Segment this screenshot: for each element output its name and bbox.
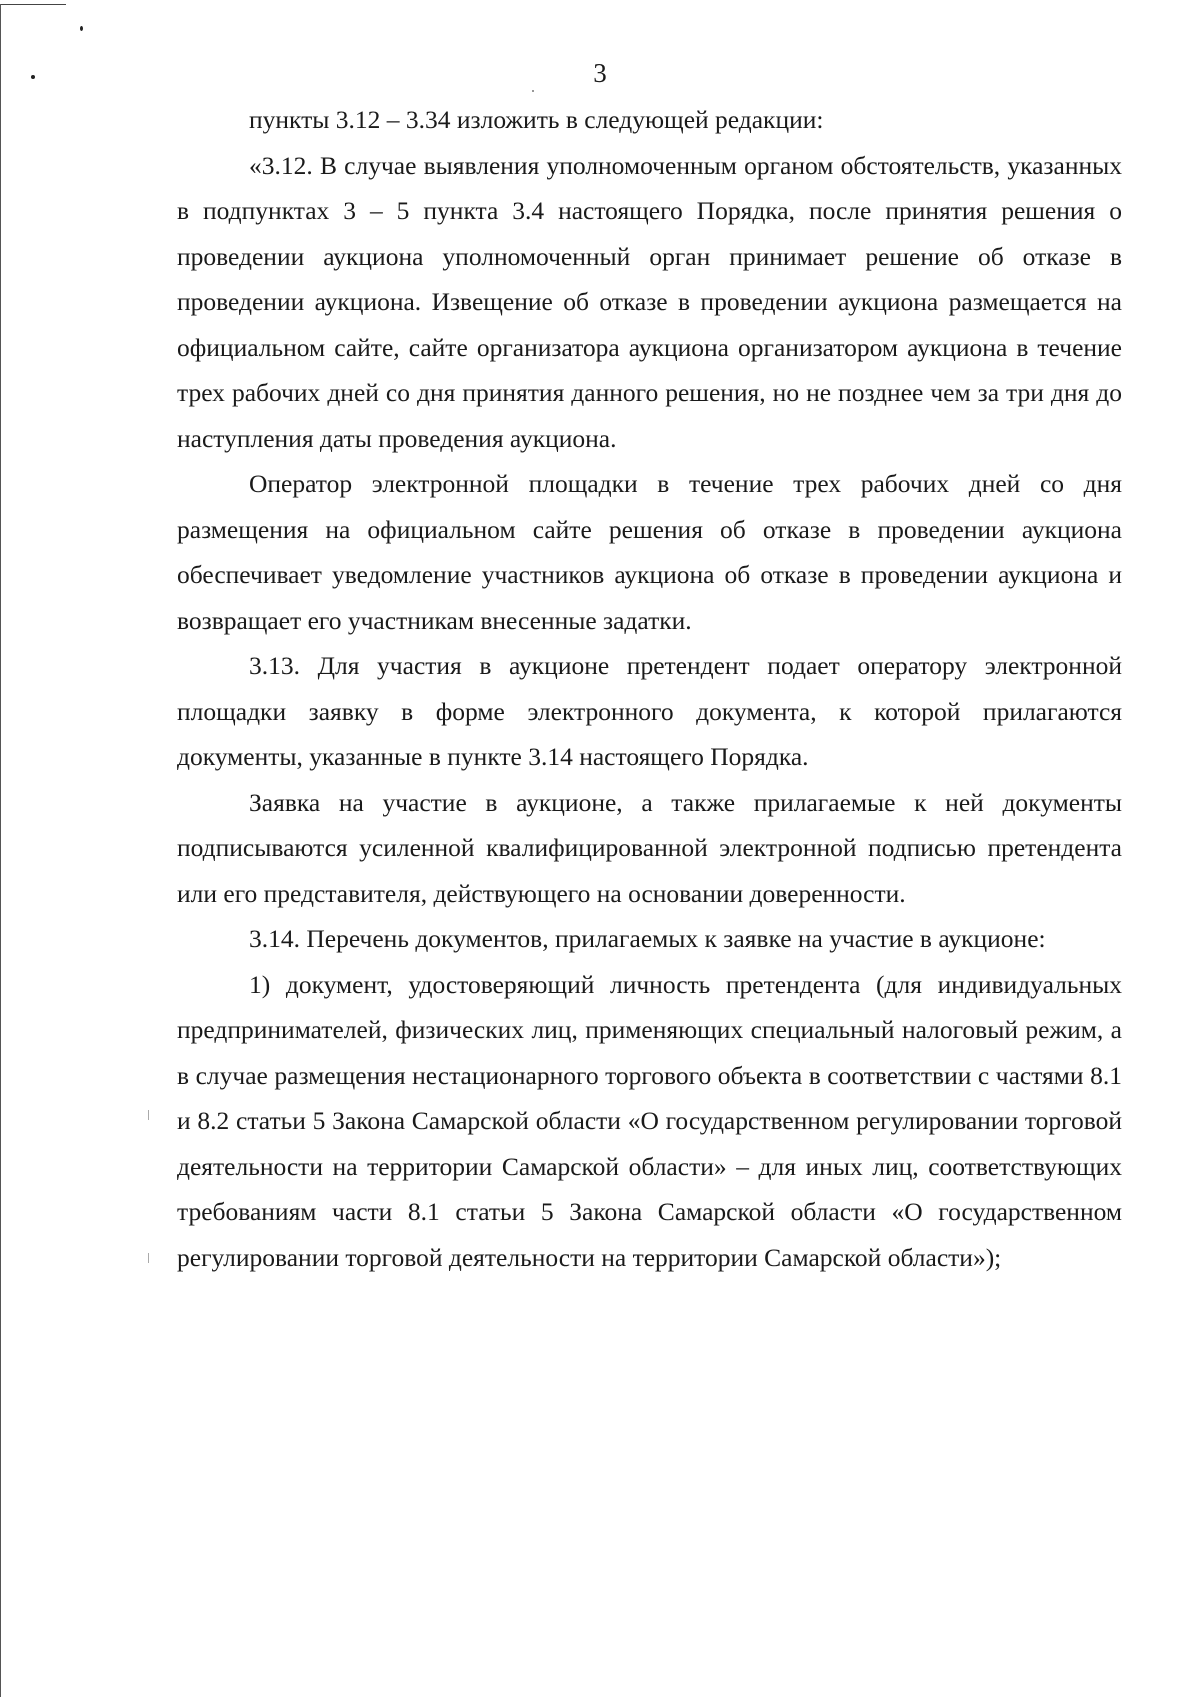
page-number: 3 <box>593 58 607 88</box>
paragraph-application-signature: Заявка на участие в аукционе, а также прилагаемые к ней документы подписываются усиленной квалифицированной электронной подписью претендента или его представителя, действующего на основании доверенности. <box>177 787 1122 908</box>
scan-border-top <box>0 4 66 5</box>
scan-speck <box>532 90 534 92</box>
paragraph-item-1: 1) документ, удостоверяющий личность претендента (для индивидуальных предпринимателей, физических лиц, применяющих специальный налоговый режим, а в случае размещения нестационарного торгового объекта в соответствии с частями 8.1 и 8.2 статьи 5 Закона Самарской области «О государственном регулировании торговой деятельности на территории Самарской области» – для иных лиц, соответствующих требованиям части 8.1 статьи 5 Закона Самарской области «О государственном регулировании торговой деятельности на территории Самарской области»); <box>177 969 1122 1272</box>
paragraph-operator-notice: Оператор электронной площадки в течение трех рабочих дней со дня размещения на официальном сайте решения об отказе в проведении аукциона обеспечивает уведомление участников аукциона об отказе в проведении аукциона и возвращает его участникам внесенные задатки. <box>177 469 1122 635</box>
scan-speck <box>80 26 83 31</box>
scan-border-left <box>0 4 1 1697</box>
paragraph-amendment-intro: пункты 3.12 – 3.34 изложить в следующей редакции: <box>249 105 824 134</box>
paragraph-3-12: «3.12. В случае выявления уполномоченным органом обстоятельств, указанных в подпунктах 3 – 5 пункта 3.4 настоящего Порядка, после принятия решения о проведении аукциона уполномоченный орган принимает решение об отказе в проведении аукциона. Извещение об отказе в проведении аукциона размещается на официальном сайте, сайте организатора аукциона организатором аукциона в течение трех рабочих дней со дня принятия данного решения, но не позднее чем за три дня до наступления даты проведения аукциона. <box>177 150 1122 453</box>
paragraph-3-14: 3.14. Перечень документов, прилагаемых к заявке на участие в аукционе: <box>249 924 1046 953</box>
scan-mark <box>148 1253 149 1263</box>
document-text <box>177 97 1122 1280</box>
scan-mark <box>148 1110 149 1120</box>
paragraph-3-13: 3.13. Для участия в аукционе претендент подает оператору электронной площадки заявку в форме электронного документа, к которой прилагаются документы, указанные в пункте 3.14 настоящего Порядка. <box>177 651 1122 771</box>
